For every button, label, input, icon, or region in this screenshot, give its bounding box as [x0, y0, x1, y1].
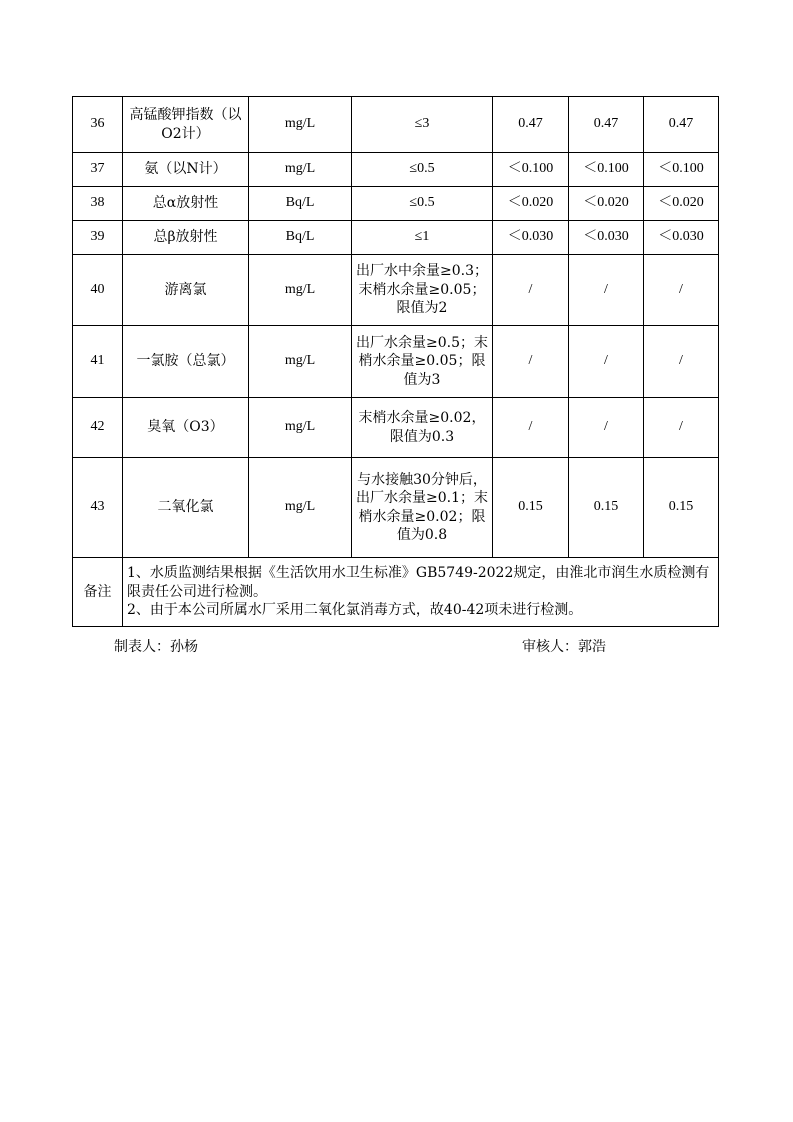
limit: ≤0.5: [352, 153, 493, 187]
value-1: /: [493, 398, 569, 458]
unit: mg/L: [249, 153, 352, 187]
note-1: 1、水质监测结果根据《生活饮用水卫生标准》GB5749-2022规定，由淮北市润生水质检测有限责任公司进行检测。: [127, 565, 710, 600]
note-2: 2、由于本公司所属水厂采用二氧化氯消毒方式，故40-42项未进行检测。: [127, 602, 583, 619]
unit: mg/L: [249, 398, 352, 458]
limit: 末梢水余量≥0.02，限值为0.3: [352, 398, 493, 458]
row-number: 42: [73, 398, 123, 458]
table-row: [73, 153, 719, 187]
limit: 出厂水中余量≥0.3；末梢水余量≥0.05；限值为2: [352, 255, 493, 326]
limit: 出厂水余量≥0.5；末梢水余量≥0.05；限值为3: [352, 326, 493, 398]
row-number: 41: [73, 326, 123, 398]
item-name: 总β放射性: [123, 221, 249, 255]
notes-row: [73, 558, 719, 627]
value-2: ＜0.020: [569, 187, 644, 221]
value-1: /: [493, 255, 569, 326]
table-row: [73, 221, 719, 255]
table-row: [73, 398, 719, 458]
value-2: ＜0.100: [569, 153, 644, 187]
limit: 与水接触30分钟后，出厂水余量≥0.1；末梢水余量≥0.02；限值为0.8: [352, 458, 493, 558]
item-name: 二氧化氯: [123, 458, 249, 558]
value-3: /: [644, 255, 719, 326]
value-1: ＜0.020: [493, 187, 569, 221]
table-row: [73, 458, 719, 558]
value-3: /: [644, 326, 719, 398]
item-name: 氨（以N计）: [123, 153, 249, 187]
table-body: [73, 97, 719, 627]
row-number: 37: [73, 153, 123, 187]
notes-label: 备注: [73, 558, 123, 627]
table-row: [73, 255, 719, 326]
report-sheet: [72, 96, 719, 627]
value-1: ＜0.030: [493, 221, 569, 255]
unit: mg/L: [249, 255, 352, 326]
value-2: /: [569, 326, 644, 398]
limit: ≤0.5: [352, 187, 493, 221]
prepared-by: 制表人：孙杨: [114, 639, 198, 655]
unit: Bq/L: [249, 187, 352, 221]
unit: mg/L: [249, 97, 352, 153]
item-name: 高锰酸钾指数（以O2计）: [123, 97, 249, 153]
value-1: ＜0.100: [493, 153, 569, 187]
unit: Bq/L: [249, 221, 352, 255]
value-2: 0.15: [569, 458, 644, 558]
value-3: 0.15: [644, 458, 719, 558]
item-name: 游离氯: [123, 255, 249, 326]
row-number: 36: [73, 97, 123, 153]
value-3: ＜0.020: [644, 187, 719, 221]
table-row: [73, 187, 719, 221]
value-2: /: [569, 255, 644, 326]
value-1: /: [493, 326, 569, 398]
value-3: /: [644, 398, 719, 458]
table-row: [73, 326, 719, 398]
value-3: 0.47: [644, 97, 719, 153]
water-quality-table: [72, 96, 719, 627]
item-name: 总α放射性: [123, 187, 249, 221]
row-number: 39: [73, 221, 123, 255]
item-name: 一氯胺（总氯）: [123, 326, 249, 398]
value-1: 0.47: [493, 97, 569, 153]
row-number: 43: [73, 458, 123, 558]
value-2: ＜0.030: [569, 221, 644, 255]
item-name: 臭氧（O3）: [123, 398, 249, 458]
limit: ≤1: [352, 221, 493, 255]
value-2: 0.47: [569, 97, 644, 153]
limit: ≤3: [352, 97, 493, 153]
value-3: ＜0.100: [644, 153, 719, 187]
table-row: [73, 97, 719, 153]
reviewed-by: 审核人：郭浩: [522, 639, 606, 655]
value-1: 0.15: [493, 458, 569, 558]
unit: mg/L: [249, 326, 352, 398]
notes-cell: [123, 558, 719, 627]
row-number: 40: [73, 255, 123, 326]
value-2: /: [569, 398, 644, 458]
row-number: 38: [73, 187, 123, 221]
unit: mg/L: [249, 458, 352, 558]
value-3: ＜0.030: [644, 221, 719, 255]
